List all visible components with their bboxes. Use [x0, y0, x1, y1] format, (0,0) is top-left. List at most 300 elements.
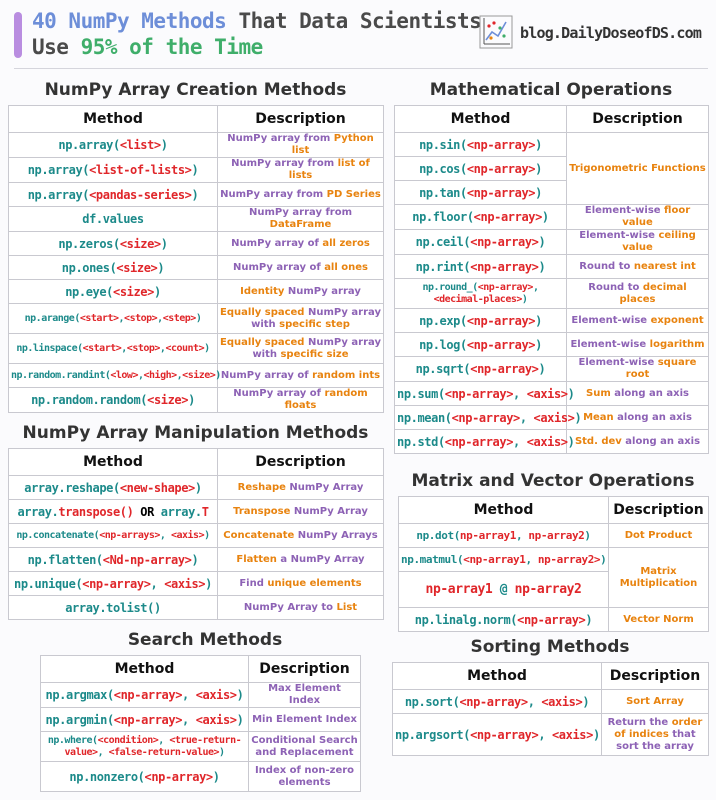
table-row [41, 762, 361, 792]
table-row [9, 183, 384, 207]
description-text: Round to [588, 281, 643, 293]
description-text: all zeros [322, 237, 370, 249]
description-cell [249, 732, 361, 762]
table-row [9, 572, 384, 596]
section-title-creation: NumPy Array Creation Methods [44, 80, 347, 100]
method-arg: <np-array> [473, 210, 542, 224]
description-text: NumPy array of [220, 369, 313, 381]
method-arg: <np-array> [466, 161, 536, 176]
table-row [393, 690, 709, 714]
method-name: np.sum( [397, 386, 445, 401]
description-text: NumPy array from [248, 207, 353, 218]
method-name: np.random.random( [31, 393, 148, 407]
method-arg: <np-array1 [463, 553, 526, 566]
method-name: np.floor( [412, 210, 474, 224]
method-name: array.reshape( [24, 480, 120, 495]
method-cell [9, 232, 218, 256]
method-arg: <size> [119, 236, 161, 251]
table-row [9, 232, 384, 256]
method-arg: <start> [79, 313, 119, 324]
method-arg: <false-return-value> [108, 746, 220, 758]
description-text: NumPy array with [251, 306, 381, 330]
method-arg: <np-array> [517, 612, 586, 627]
description-cell [567, 205, 709, 230]
method-cell [395, 382, 575, 406]
method-name: np.linspace( [16, 343, 83, 354]
method-name: np.nonzero( [69, 769, 145, 784]
method-arg: <np-array> [477, 281, 533, 293]
title-text: Use [32, 35, 81, 59]
method-arg: <axis> [526, 386, 568, 401]
method-sep: ) [194, 480, 202, 495]
method-sep: , [515, 529, 529, 542]
column-header-method: Method [393, 663, 602, 690]
description-text: Dot Product [624, 529, 693, 541]
method-name: np.array( [58, 138, 120, 152]
method-sep: ) [205, 576, 212, 591]
method-name: np.cos( [419, 161, 467, 176]
method-sep: , [150, 576, 165, 591]
method-cell [399, 548, 609, 572]
description-text: Concatenate [223, 529, 295, 541]
method-arg: <np-array> [466, 137, 536, 152]
table-row [41, 732, 361, 762]
method-cell [41, 683, 249, 708]
method-arg: <size> [147, 393, 189, 407]
description-text: Sum [586, 387, 611, 399]
table-row [395, 406, 709, 430]
method-sep: ) [191, 552, 199, 567]
method-arg: <stop> [126, 343, 160, 354]
method-arg: np-array2> [537, 553, 601, 566]
method-sep: , [159, 530, 171, 541]
method-sep: ) [584, 529, 591, 542]
method-sep: , [176, 370, 183, 381]
method-cell [393, 714, 602, 756]
column-header-method: Method [9, 106, 218, 133]
description-text: Round to [579, 260, 634, 272]
method-cell [9, 524, 218, 548]
description-text: NumPy array of [233, 388, 325, 399]
description-cell [218, 334, 384, 364]
section-title-search: Search Methods [127, 630, 283, 650]
method-sep: , [182, 712, 196, 727]
method-sep: ) [535, 313, 542, 328]
method-name: np.round_( [422, 281, 478, 293]
method-cell [395, 205, 567, 230]
method-sep: ) [219, 746, 225, 758]
table-row [395, 205, 709, 230]
method-arg: np-array2 [514, 582, 582, 597]
method-sep: , [538, 727, 552, 742]
method-arg: transpose() [58, 504, 134, 519]
description-cell [218, 500, 384, 524]
description-cell [218, 183, 384, 207]
method-arg: <np-array> [459, 694, 528, 709]
method-sep: ) [585, 612, 593, 627]
method-sep: ) [160, 138, 168, 152]
description-text: NumPy array of [233, 261, 325, 273]
method-cell [9, 572, 218, 596]
chart-logo-icon [478, 14, 514, 50]
table-row [41, 708, 361, 732]
description-text: floor value [622, 205, 691, 228]
description-cell [218, 596, 384, 620]
description-text: order of indices [614, 716, 703, 740]
method-sep: , [519, 410, 534, 425]
description-text: NumPy Array [290, 505, 368, 517]
method-arg: np-array1 [425, 582, 493, 597]
table-row [9, 500, 384, 524]
method-sep: ) [538, 235, 546, 249]
description-cell [218, 476, 384, 500]
method-arg: <np-array> [466, 185, 536, 200]
description-text: logarithm [649, 338, 705, 350]
method-arg: np-array2 [528, 529, 585, 542]
description-cell [218, 304, 384, 334]
description-text: nearest int [633, 260, 696, 272]
method-arg: <np-array> [444, 386, 514, 401]
method-name: array. [160, 504, 202, 519]
method-arg: <new-shape> [119, 480, 195, 495]
method-sep: ) [535, 137, 542, 152]
method-sep: , [157, 313, 163, 324]
method-arg: <np-array> [444, 434, 514, 449]
description-cell [609, 524, 709, 548]
method-sep: ) [191, 163, 199, 177]
method-sep: ) [204, 343, 210, 354]
description-text: Min Element Index [252, 713, 357, 725]
method-cell [393, 690, 602, 714]
table-row [9, 524, 384, 548]
method-cell [395, 230, 567, 255]
table-row [395, 255, 709, 279]
method-sep: ) [188, 393, 195, 407]
method-cell [9, 133, 218, 158]
description-cell [602, 690, 709, 714]
method-cell [9, 500, 218, 524]
table-row [395, 430, 709, 454]
method-arg: <Nd-np-array> [102, 552, 192, 567]
method-sep: ) [204, 530, 210, 541]
method-sep: , [525, 553, 538, 566]
description-cell [218, 207, 384, 232]
method-arg: <np-array> [470, 727, 539, 742]
description-text: Mean [583, 411, 614, 423]
method-arg: <np-array> [113, 712, 183, 727]
method-arg: <np-array> [451, 410, 520, 425]
method-name: np.argsort( [395, 727, 471, 742]
method-name: np.sort( [404, 694, 460, 709]
method-cell [399, 572, 609, 608]
method-cell [399, 524, 609, 548]
description-text: Flatten [236, 553, 277, 565]
description-cell [602, 714, 709, 756]
method-arg: <np-array> [470, 259, 539, 274]
method-sep: ) [538, 362, 546, 376]
method-arg: T [201, 504, 209, 519]
method-sep: @ [492, 582, 515, 597]
method-cell [9, 280, 218, 304]
method-sep: ) [160, 236, 168, 251]
method-name: OR [133, 504, 161, 519]
description-text: NumPy array from [220, 188, 327, 200]
description-text: Transpose [233, 505, 291, 517]
method-sep: ) [236, 712, 244, 727]
table-row [9, 476, 384, 500]
table-creation [8, 105, 384, 413]
description-text: square root [625, 357, 697, 380]
method-arg: <axis> [526, 434, 568, 449]
description-text: NumPy array of [231, 237, 323, 249]
method-sep: , [158, 734, 170, 746]
method-sep: ) [535, 161, 542, 176]
description-cell [218, 524, 384, 548]
method-sep: ) [567, 434, 575, 449]
method-arg: <list-of-lists> [89, 163, 192, 177]
method-name: np.linalg.norm( [414, 612, 518, 627]
description-text: specific size [280, 348, 349, 360]
table-row [9, 334, 384, 364]
method-name: np.tan( [419, 185, 467, 200]
description-cell [609, 548, 709, 608]
description-cell [567, 382, 709, 406]
section-title-manipulation: NumPy Array Manipulation Methods [22, 423, 369, 443]
description-text: Element-wise [584, 205, 665, 216]
table-row [9, 133, 384, 158]
method-arg: <np-array> [470, 362, 539, 376]
header-divider [14, 68, 708, 69]
description-text: Trigonometric Functions [569, 162, 706, 174]
method-arg: <low> [110, 370, 138, 381]
description-cell [567, 309, 709, 333]
accent-bar [14, 12, 22, 58]
title-highlight: 40 NumPy Methods [32, 9, 227, 33]
table-row [399, 548, 709, 572]
description-cell [218, 280, 384, 304]
description-text: Sort Array [626, 695, 684, 707]
table-row [9, 158, 384, 183]
method-sep: ) [541, 210, 549, 224]
method-cell [41, 708, 249, 732]
table-row [9, 256, 384, 280]
description-cell [567, 406, 709, 430]
method-name: np.random.randint( [11, 370, 111, 381]
title-highlight: 95% of the Time [80, 35, 263, 59]
method-name: np.zeros( [58, 236, 120, 251]
method-arg: <np-array> [144, 769, 213, 784]
method-arg: np-array1 [459, 529, 516, 542]
method-name: df.values [82, 212, 144, 226]
table-row [395, 309, 709, 333]
method-cell [41, 762, 249, 792]
method-arg: <axis> [541, 694, 583, 709]
method-cell [395, 357, 567, 382]
description-text: Equally spaced [220, 336, 305, 348]
description-text: Element-wise [571, 314, 651, 326]
description-text: NumPy array [284, 285, 361, 297]
section-title-math: Mathematical Operations [429, 80, 673, 100]
description-text: Element-wise [579, 230, 659, 241]
method-name: np.rint( [415, 259, 471, 274]
description-text: NumPy array from [227, 133, 334, 144]
method-name: np.unique( [14, 576, 83, 591]
method-name: np.flatten( [27, 552, 103, 567]
description-text: along an axis [621, 435, 701, 447]
column-header-description: Description [218, 106, 384, 133]
description-cell [218, 133, 384, 158]
column-header-description: Description [218, 449, 384, 476]
table-row [9, 304, 384, 334]
method-name: np.where( [47, 734, 98, 746]
description-text: specific step [279, 318, 350, 330]
table-row [395, 279, 709, 309]
column-header-description: Description [602, 663, 709, 690]
table-row [9, 388, 384, 413]
description-text: decimal places [619, 281, 687, 305]
method-sep: , [118, 313, 125, 324]
method-sep: ) [592, 727, 600, 742]
method-sep: ) [236, 688, 244, 702]
table-row [9, 548, 384, 572]
method-sep: ) [157, 260, 165, 275]
page-title [32, 8, 481, 60]
table-row [395, 333, 709, 357]
description-cell [218, 364, 384, 388]
description-cell [609, 608, 709, 632]
column-header-description: Description [249, 656, 361, 683]
description-text: all ones [324, 261, 368, 273]
table-row [399, 608, 709, 632]
description-cell [218, 572, 384, 596]
description-cell [218, 158, 384, 183]
description-cell [567, 230, 709, 255]
method-sep: ) [582, 694, 590, 709]
method-name: array.tolist() [65, 600, 161, 615]
method-sep: , [513, 434, 527, 449]
method-name: np.log( [419, 337, 467, 352]
description-text: random ints [312, 369, 381, 381]
table-math [394, 105, 709, 454]
description-text: Find [239, 577, 268, 589]
description-text: NumPy array with [252, 336, 381, 360]
description-cell [567, 333, 709, 357]
method-name: np.ones( [61, 260, 117, 275]
method-arg: <np-array> [82, 576, 151, 591]
method-arg: <np-arrays> [99, 530, 160, 541]
method-sep: , [182, 688, 196, 702]
method-sep: ) [153, 284, 161, 299]
description-text: unique elements [267, 577, 362, 589]
method-name: array. [17, 504, 59, 519]
description-text: Element-wise [570, 338, 650, 350]
method-name: np.array( [27, 187, 90, 202]
page-header [0, 0, 716, 70]
method-sep: ) [212, 769, 220, 784]
description-text: list of lists [288, 158, 370, 181]
description-cell [218, 548, 384, 572]
column-header-method: Method [9, 449, 218, 476]
column-header-method: Method [399, 497, 609, 524]
description-text: exponent [650, 314, 704, 326]
description-cell [249, 683, 361, 708]
method-name: np.sqrt( [415, 362, 471, 376]
section-title-matrix: Matrix and Vector Operations [411, 471, 695, 491]
method-arg: <np-array> [466, 337, 536, 352]
method-name: np.std( [397, 434, 445, 449]
method-cell [9, 256, 218, 280]
description-text: Return the [607, 716, 672, 728]
brand-url[interactable]: blog.DailyDoseofDS.com [520, 24, 702, 42]
table-row [399, 524, 709, 548]
description-text: NumPy Array [285, 481, 364, 493]
method-cell [395, 430, 575, 454]
method-arg: <high> [143, 370, 177, 381]
method-arg: <axis> [170, 530, 205, 541]
column-header-method: Method [395, 106, 567, 133]
table-search [40, 655, 361, 792]
description-text: Reshape [237, 481, 286, 493]
method-name: np.concatenate( [16, 530, 100, 541]
table-row [9, 364, 384, 388]
method-arg: <true-return-value> [64, 734, 242, 758]
method-cell [9, 548, 218, 572]
table-row [9, 207, 384, 232]
method-sep: ) [538, 259, 546, 274]
method-arg: <stop> [124, 313, 158, 324]
method-name: np.exp( [419, 313, 467, 328]
method-arg: <size> [182, 370, 216, 381]
method-name: np.eye( [65, 284, 113, 299]
method-sep: ) [215, 370, 221, 381]
column-header-description: Description [567, 106, 709, 133]
table-row [393, 714, 709, 756]
method-sep: , [527, 694, 542, 709]
description-text: NumPy array from [231, 158, 338, 169]
description-text: Std. dev [574, 435, 622, 447]
table-matrix [398, 496, 709, 632]
method-sep: ) [574, 410, 582, 425]
method-arg: <np-array> [113, 688, 183, 702]
description-text: Matrix Multiplication [619, 565, 698, 589]
method-arg: <np-array> [470, 235, 539, 249]
method-arg: <condition> [97, 734, 159, 746]
method-name: np.arange( [24, 313, 80, 324]
method-cell [395, 157, 567, 181]
description-cell [218, 388, 384, 413]
method-sep: , [532, 281, 539, 293]
table-row [9, 280, 384, 304]
method-sep: ) [535, 337, 542, 352]
method-cell [395, 406, 582, 430]
method-name: np.mean( [397, 410, 452, 425]
description-text: Conditional Search and Replacement [251, 734, 358, 758]
description-cell [567, 255, 709, 279]
description-text: along an axis [610, 387, 689, 399]
method-name: np.argmax( [45, 688, 114, 702]
description-text: Identity [240, 285, 285, 297]
method-arg: <size> [116, 260, 158, 275]
method-sep: , [121, 343, 127, 354]
method-arg: <decimal-places> [433, 293, 522, 305]
method-sep: ) [600, 553, 607, 566]
method-sep: , [159, 343, 166, 354]
method-arg: <axis> [164, 576, 206, 591]
description-text: PD Series [326, 188, 381, 200]
method-arg: <np-array> [466, 313, 536, 328]
method-arg: <step> [162, 313, 196, 324]
description-text: DataFrame [269, 219, 332, 230]
